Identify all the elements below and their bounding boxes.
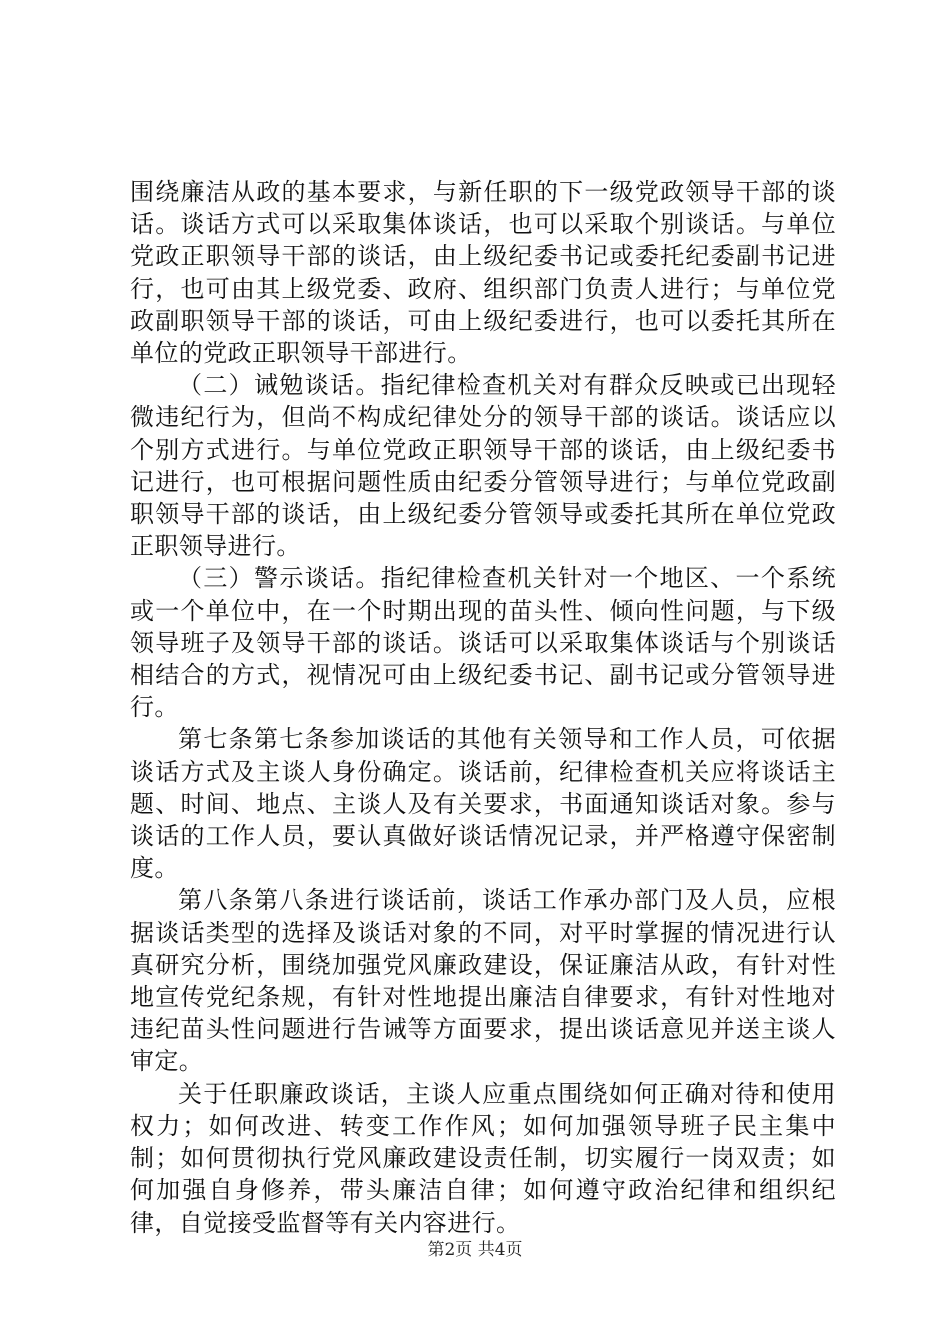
document-body [130, 176, 836, 1239]
page-number-footer: 第2页 共4页 [427, 1240, 523, 1260]
paragraph-appointment-talk: 关于任职廉政谈话，主谈人应重点围绕如何正确对待和使用权力；如何改进、转变工作作风；如何加强领导班子民主集中制；如何贯彻执行党风廉政建设责任制，切实履行一岗双责；如何加强自身修养，带头廉洁自律；如何遵守政治纪律和组织纪律，自觉接受监督等有关内容进行。 [130, 1079, 836, 1237]
paragraph-article-8: 第八条第八条进行谈话前，谈话工作承办部门及人员，应根据谈话类型的选择及谈话对象的不同，对平时掌握的情况进行认真研究分析，围绕加强党风廉政建设，保证廉洁从政，有针对性地宣传党纪条规，有针对性地提出廉洁自律要求，有针对性地对违纪苗头性问题进行告诫等方面要求，提出谈话意见并送主谈人审定。 [130, 886, 836, 1076]
paragraph-warning-talk: （三）警示谈话。指纪律检查机关针对一个地区、一个系统或一个单位中，在一个时期出现的苗头性、倾向性问题，与下级领导班子及领导干部的谈话。谈话可以采取集体谈话与个别谈话相结合的方式，视情况可由上级纪委书记、副书记或分管领导进行。 [130, 564, 836, 722]
paragraph-article-7: 第七条第七条参加谈话的其他有关领导和工作人员，可依据谈话方式及主谈人身份确定。谈话前，纪律检查机关应将谈话主题、时间、地点、主谈人及有关要求，书面通知谈话对象。参与谈话的工作人员，要认真做好谈话情况记录，并严格遵守保密制度。 [130, 725, 836, 883]
paragraph-continuation: 围绕廉洁从政的基本要求，与新任职的下一级党政领导干部的谈话。谈话方式可以采取集体谈话，也可以采取个别谈话。与单位党政正职领导干部的谈话，由上级纪委书记或委托纪委副书记进行，也可由其上级党委、政府、组织部门负责人进行；与单位党政副职领导干部的谈话，可由上级纪委进行，也可以委托其所在单位的党政正职领导干部进行。 [130, 178, 836, 368]
paragraph-admonition-talk: （二）诫勉谈话。指纪律检查机关对有群众反映或已出现轻微违纪行为，但尚不构成纪律处分的领导干部的谈话。谈话应以个别方式进行。与单位党政正职领导干部的谈话，由上级纪委书记进行，也可根据问题性质由纪委分管领导进行；与单位党政副职领导干部的谈话，由上级纪委分管领导或委托其所在单位党政正职领导进行。 [130, 371, 836, 561]
